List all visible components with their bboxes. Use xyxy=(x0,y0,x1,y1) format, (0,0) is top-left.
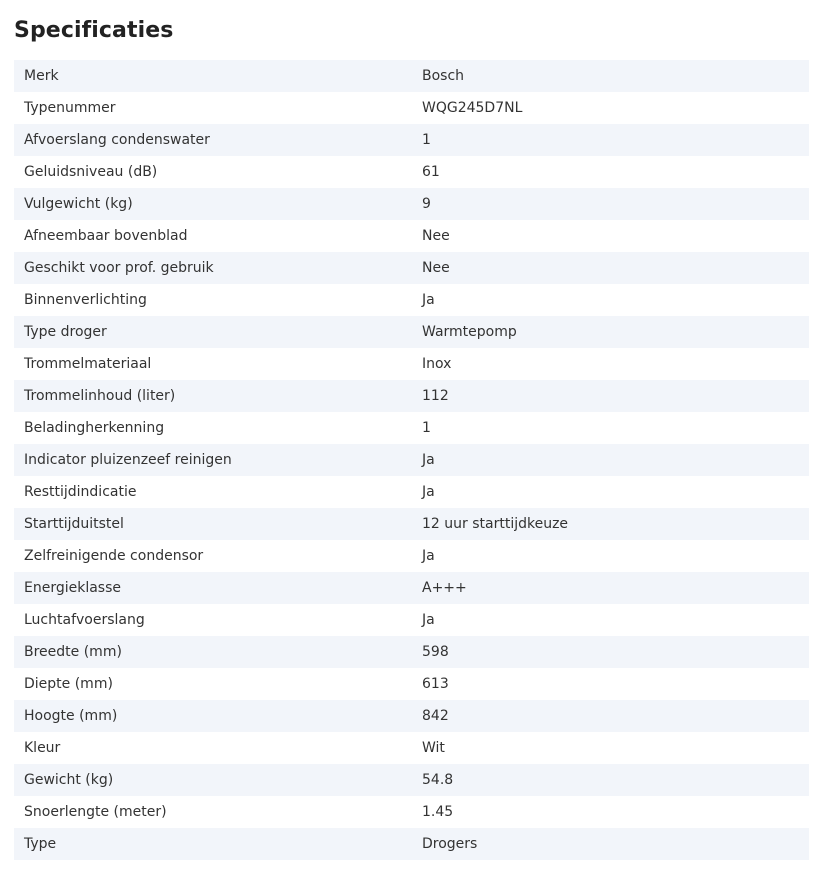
spec-label: Energieklasse xyxy=(24,580,122,596)
spec-value: Nee xyxy=(422,228,450,244)
spec-row xyxy=(14,636,809,668)
section-title: Specificaties xyxy=(14,18,174,43)
spec-value: 1 xyxy=(422,132,431,148)
spec-label: Diepte (mm) xyxy=(24,676,113,692)
spec-value: Inox xyxy=(422,356,452,372)
spec-label: Typenummer xyxy=(24,100,116,116)
spec-value: 54.8 xyxy=(422,772,454,788)
spec-label: Trommelinhoud (liter) xyxy=(24,388,176,404)
spec-row xyxy=(14,444,809,476)
spec-row xyxy=(14,604,809,636)
spec-value: 9 xyxy=(422,196,431,212)
spec-row xyxy=(14,380,809,412)
spec-value: Bosch xyxy=(422,68,465,84)
spec-value: Ja xyxy=(422,452,435,468)
spec-row xyxy=(14,124,809,156)
spec-label: Merk xyxy=(24,68,59,84)
spec-label: Geschikt voor prof. gebruik xyxy=(24,260,214,276)
spec-row xyxy=(14,92,809,124)
spec-value: 1 xyxy=(422,420,431,436)
spec-label: Indicator pluizenzeef reinigen xyxy=(24,452,232,468)
spec-row xyxy=(14,668,809,700)
spec-value: 1.45 xyxy=(422,804,454,820)
spec-label: Binnenverlichting xyxy=(24,292,147,308)
spec-row xyxy=(14,476,809,508)
spec-value: Ja xyxy=(422,612,435,628)
spec-label: Type xyxy=(24,836,57,852)
spec-value: WQG245D7NL xyxy=(422,100,523,116)
spec-value: A+++ xyxy=(422,580,467,596)
spec-value: Ja xyxy=(422,292,435,308)
spec-row xyxy=(14,732,809,764)
spec-row xyxy=(14,700,809,732)
spec-row xyxy=(14,60,809,92)
spec-label: Trommelmateriaal xyxy=(24,356,152,372)
spec-row xyxy=(14,156,809,188)
specifications-table xyxy=(14,60,809,860)
spec-row xyxy=(14,252,809,284)
spec-row xyxy=(14,828,809,860)
spec-value: 598 xyxy=(422,644,449,660)
spec-row xyxy=(14,412,809,444)
spec-label: Luchtafvoerslang xyxy=(24,612,145,628)
spec-value: 842 xyxy=(422,708,449,724)
spec-row xyxy=(14,540,809,572)
spec-row xyxy=(14,764,809,796)
spec-label: Beladingherkenning xyxy=(24,420,165,436)
spec-label: Afneembaar bovenblad xyxy=(24,228,188,244)
spec-row xyxy=(14,572,809,604)
spec-row xyxy=(14,348,809,380)
spec-value: Wit xyxy=(422,740,445,756)
spec-value: 112 xyxy=(422,388,449,404)
spec-value: Nee xyxy=(422,260,450,276)
spec-value: 61 xyxy=(422,164,440,180)
spec-row xyxy=(14,508,809,540)
spec-value: Warmtepomp xyxy=(422,324,517,340)
spec-value: Drogers xyxy=(422,836,478,852)
spec-label: Afvoerslang condenswater xyxy=(24,132,210,148)
spec-value: 613 xyxy=(422,676,449,692)
spec-row xyxy=(14,188,809,220)
spec-label: Gewicht (kg) xyxy=(24,772,114,788)
spec-value: 12 uur starttijdkeuze xyxy=(422,516,569,532)
spec-label: Kleur xyxy=(24,740,61,756)
spec-label: Type droger xyxy=(24,324,107,340)
spec-label: Zelfreinigende condensor xyxy=(24,548,204,564)
spec-row xyxy=(14,316,809,348)
spec-row xyxy=(14,220,809,252)
spec-label: Starttijduitstel xyxy=(24,516,124,532)
spec-label: Hoogte (mm) xyxy=(24,708,118,724)
specifications-table-body xyxy=(14,60,809,860)
spec-label: Resttijdindicatie xyxy=(24,484,137,500)
spec-label: Breedte (mm) xyxy=(24,644,122,660)
spec-label: Snoerlengte (meter) xyxy=(24,804,167,820)
spec-value: Ja xyxy=(422,548,435,564)
spec-row xyxy=(14,796,809,828)
spec-row xyxy=(14,284,809,316)
spec-value: Ja xyxy=(422,484,435,500)
spec-label: Vulgewicht (kg) xyxy=(24,196,133,212)
spec-label: Geluidsniveau (dB) xyxy=(24,164,158,180)
